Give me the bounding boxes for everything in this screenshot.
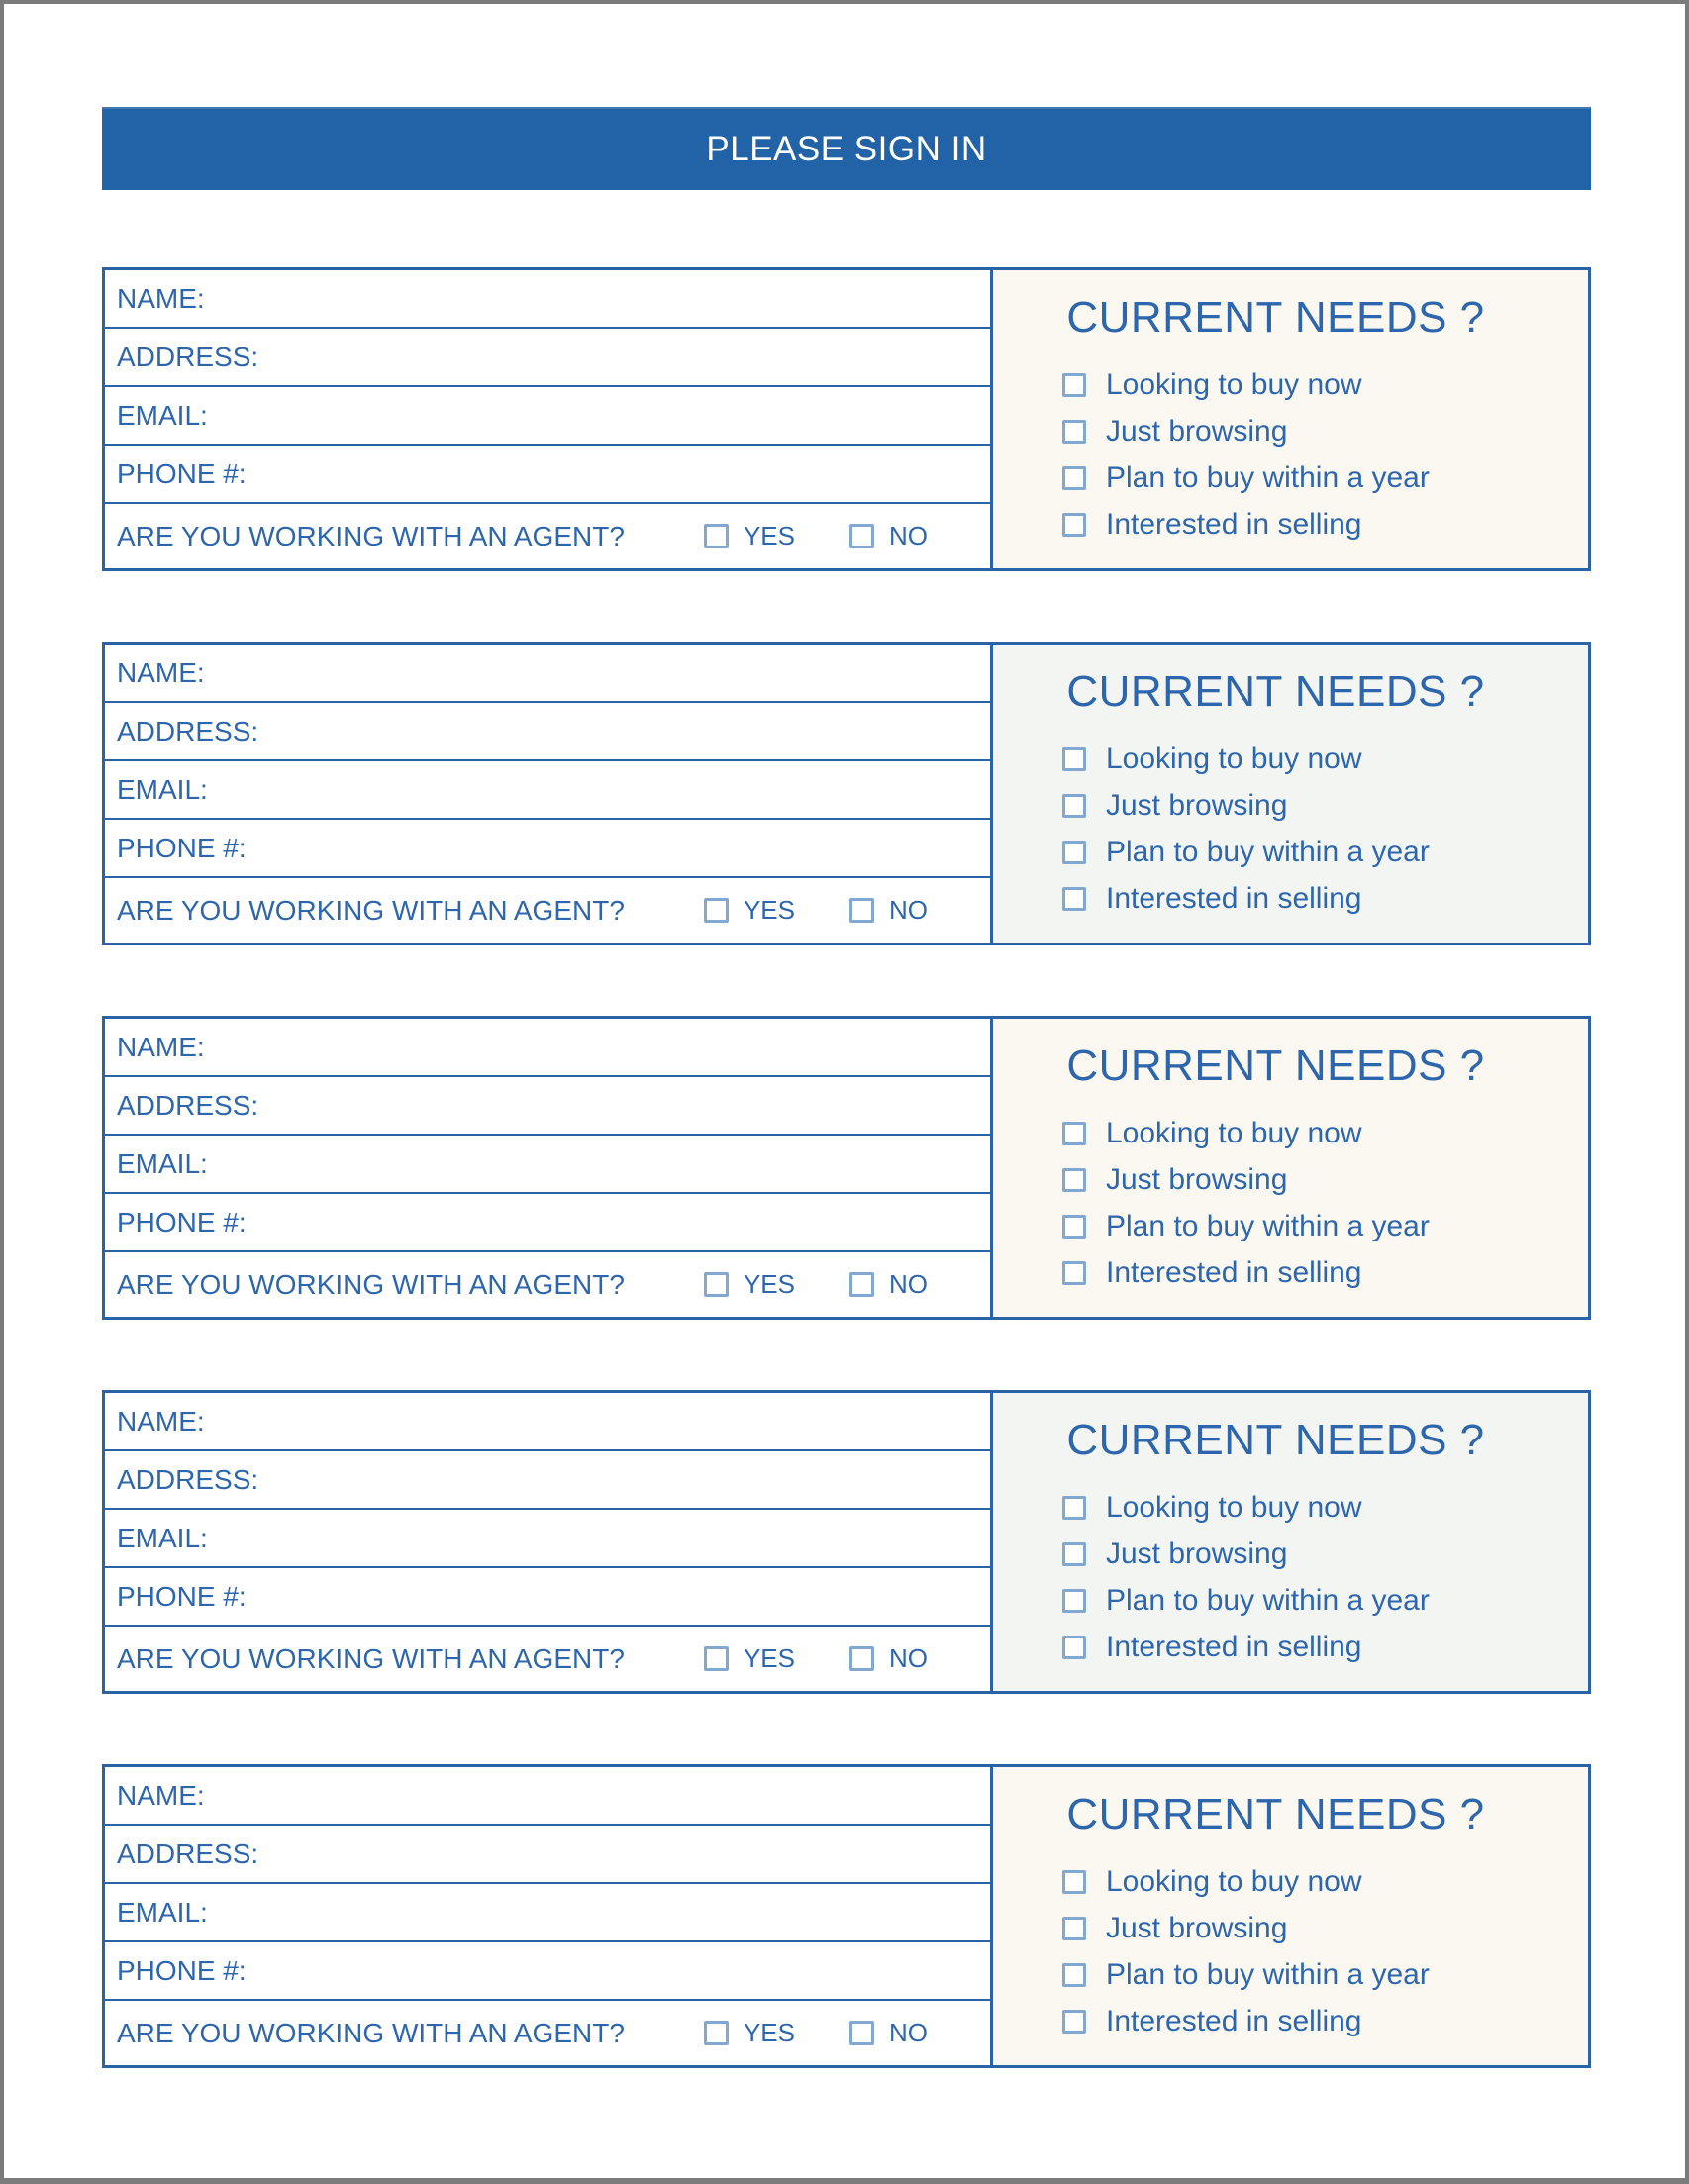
- phone-label: PHONE #:: [117, 1206, 247, 1238]
- buy-within-year-checkbox[interactable]: [1062, 1589, 1086, 1613]
- email-label: EMAIL:: [117, 1522, 208, 1553]
- browsing-checkbox[interactable]: [1062, 794, 1086, 818]
- yes-label: YES: [743, 2018, 795, 2047]
- yes-checkbox[interactable]: [704, 1272, 729, 1297]
- need-item-browsing: [993, 1905, 1588, 1951]
- need-item-selling: [993, 501, 1588, 547]
- buy-within-year-checkbox[interactable]: [1062, 1215, 1086, 1239]
- selling-checkbox[interactable]: [1062, 2010, 1086, 2034]
- no-checkbox[interactable]: [849, 1646, 874, 1671]
- banner-title: PLEASE SIGN IN: [706, 130, 987, 168]
- need-item-buy-now: [993, 1110, 1588, 1156]
- need-item-browsing: [993, 782, 1588, 829]
- agent-yes-choice: [704, 895, 795, 926]
- buy-now-label: Looking to buy now: [1106, 1490, 1362, 1524]
- yes-label: YES: [743, 521, 795, 550]
- visitor-form: [105, 1019, 993, 1317]
- selling-checkbox[interactable]: [1062, 513, 1086, 537]
- agent-question-label: ARE YOU WORKING WITH AN AGENT?: [117, 1642, 625, 1674]
- phone-label: PHONE #:: [117, 457, 247, 489]
- yes-label: YES: [743, 895, 795, 925]
- browsing-label: Just browsing: [1106, 414, 1288, 447]
- need-item-selling: [993, 1998, 1588, 2044]
- need-item-buy-within-year: [993, 1577, 1588, 1624]
- buy-within-year-checkbox[interactable]: [1062, 841, 1086, 864]
- agent-question-label: ARE YOU WORKING WITH AN AGENT?: [117, 1268, 625, 1300]
- address-field-row[interactable]: [105, 329, 990, 387]
- buy-now-checkbox[interactable]: [1062, 373, 1086, 397]
- name-label: NAME:: [117, 282, 205, 314]
- need-item-buy-within-year: [993, 829, 1588, 875]
- browsing-label: Just browsing: [1106, 1537, 1288, 1570]
- address-label: ADDRESS:: [117, 1089, 259, 1121]
- need-item-buy-within-year: [993, 1203, 1588, 1249]
- agent-yes-choice: [704, 521, 795, 551]
- need-item-buy-within-year: [993, 454, 1588, 501]
- need-item-buy-now: [993, 1484, 1588, 1531]
- current-needs-panel: [993, 1019, 1588, 1317]
- name-field-row[interactable]: [105, 1767, 990, 1826]
- phone-field-row[interactable]: [105, 1942, 990, 2001]
- buy-within-year-label: Plan to buy within a year: [1106, 1957, 1430, 1991]
- address-field-row[interactable]: [105, 1451, 990, 1510]
- yes-checkbox[interactable]: [704, 898, 729, 923]
- need-item-selling: [993, 1249, 1588, 1296]
- need-item-selling: [993, 1624, 1588, 1670]
- yes-label: YES: [743, 1269, 795, 1299]
- phone-label: PHONE #:: [117, 1580, 247, 1612]
- selling-label: Interested in selling: [1106, 507, 1362, 541]
- selling-checkbox[interactable]: [1062, 887, 1086, 911]
- browsing-label: Just browsing: [1106, 1911, 1288, 1944]
- agent-no-choice: [849, 1643, 928, 1674]
- need-item-buy-now: [993, 361, 1588, 408]
- sign-in-block: [102, 1764, 1591, 2068]
- browsing-checkbox[interactable]: [1062, 420, 1086, 444]
- current-needs-panel: [993, 270, 1588, 568]
- no-label: NO: [889, 895, 928, 925]
- browsing-checkbox[interactable]: [1062, 1917, 1086, 1940]
- banner: [102, 107, 1591, 190]
- buy-now-label: Looking to buy now: [1106, 1116, 1362, 1149]
- email-field-row[interactable]: [105, 387, 990, 446]
- current-needs-panel: [993, 1767, 1588, 2065]
- selling-label: Interested in selling: [1106, 2004, 1362, 2037]
- buy-within-year-checkbox[interactable]: [1062, 466, 1086, 490]
- buy-now-checkbox[interactable]: [1062, 1122, 1086, 1145]
- selling-label: Interested in selling: [1106, 1630, 1362, 1663]
- no-checkbox[interactable]: [849, 524, 874, 548]
- current-needs-panel: [993, 1393, 1588, 1691]
- yes-checkbox[interactable]: [704, 2021, 729, 2045]
- yes-checkbox[interactable]: [704, 524, 729, 548]
- agent-no-choice: [849, 895, 928, 926]
- address-label: ADDRESS:: [117, 1463, 259, 1495]
- agent-question-row: [105, 878, 990, 943]
- agent-yes-choice: [704, 1643, 795, 1674]
- email-label: EMAIL:: [117, 773, 208, 805]
- email-label: EMAIL:: [117, 1147, 208, 1179]
- current-needs-panel: [993, 645, 1588, 943]
- browsing-label: Just browsing: [1106, 788, 1288, 822]
- phone-label: PHONE #:: [117, 832, 247, 863]
- buy-within-year-label: Plan to buy within a year: [1106, 1583, 1430, 1617]
- selling-label: Interested in selling: [1106, 1255, 1362, 1289]
- agent-yes-choice: [704, 2018, 795, 2048]
- current-needs-title: CURRENT NEEDS ?: [1066, 293, 1485, 342]
- buy-now-label: Looking to buy now: [1106, 742, 1362, 775]
- phone-field-row[interactable]: [105, 820, 990, 878]
- no-checkbox[interactable]: [849, 1272, 874, 1297]
- no-label: NO: [889, 1643, 928, 1673]
- buy-within-year-label: Plan to buy within a year: [1106, 460, 1430, 494]
- buy-now-label: Looking to buy now: [1106, 367, 1362, 401]
- buy-now-label: Looking to buy now: [1106, 1864, 1362, 1898]
- no-label: NO: [889, 2018, 928, 2047]
- address-label: ADDRESS:: [117, 341, 259, 372]
- agent-question-label: ARE YOU WORKING WITH AN AGENT?: [117, 2017, 625, 2048]
- address-label: ADDRESS:: [117, 1837, 259, 1869]
- email-field-row[interactable]: [105, 761, 990, 820]
- phone-label: PHONE #:: [117, 1954, 247, 1986]
- no-checkbox[interactable]: [849, 2021, 874, 2045]
- visitor-form: [105, 645, 993, 943]
- visitor-form: [105, 1767, 993, 2065]
- need-item-buy-now: [993, 1858, 1588, 1905]
- phone-field-row[interactable]: [105, 1568, 990, 1627]
- phone-field-row[interactable]: [105, 446, 990, 504]
- buy-now-checkbox[interactable]: [1062, 747, 1086, 771]
- current-needs-title: CURRENT NEEDS ?: [1066, 667, 1485, 716]
- address-field-row[interactable]: [105, 703, 990, 761]
- buy-within-year-label: Plan to buy within a year: [1106, 835, 1430, 868]
- agent-question-row: [105, 2001, 990, 2065]
- address-field-row[interactable]: [105, 1826, 990, 1884]
- need-item-buy-within-year: [993, 1951, 1588, 1998]
- email-field-row[interactable]: [105, 1510, 990, 1568]
- name-label: NAME:: [117, 1779, 205, 1811]
- need-item-browsing: [993, 1156, 1588, 1203]
- need-item-browsing: [993, 1531, 1588, 1577]
- no-checkbox[interactable]: [849, 898, 874, 923]
- browsing-label: Just browsing: [1106, 1162, 1288, 1196]
- yes-checkbox[interactable]: [704, 1646, 729, 1671]
- selling-checkbox[interactable]: [1062, 1636, 1086, 1659]
- current-needs-title: CURRENT NEEDS ?: [1066, 1042, 1485, 1090]
- need-item-selling: [993, 875, 1588, 922]
- agent-question-row: [105, 1627, 990, 1691]
- browsing-checkbox[interactable]: [1062, 1542, 1086, 1566]
- sign-in-blocks: [102, 267, 1591, 2068]
- sign-in-block: [102, 642, 1591, 945]
- name-label: NAME:: [117, 1405, 205, 1437]
- no-label: NO: [889, 1269, 928, 1299]
- no-label: NO: [889, 521, 928, 550]
- current-needs-title: CURRENT NEEDS ?: [1066, 1790, 1485, 1838]
- agent-yes-choice: [704, 1269, 795, 1300]
- visitor-form: [105, 1393, 993, 1691]
- name-label: NAME:: [117, 656, 205, 688]
- visitor-form: [105, 270, 993, 568]
- buy-within-year-label: Plan to buy within a year: [1106, 1209, 1430, 1242]
- need-item-browsing: [993, 408, 1588, 454]
- agent-question-row: [105, 1252, 990, 1317]
- name-field-row[interactable]: [105, 270, 990, 329]
- sign-in-block: [102, 1016, 1591, 1320]
- name-field-row[interactable]: [105, 1393, 990, 1451]
- email-label: EMAIL:: [117, 1896, 208, 1928]
- email-field-row[interactable]: [105, 1136, 990, 1194]
- sign-in-block: [102, 1390, 1591, 1694]
- agent-no-choice: [849, 521, 928, 551]
- name-field-row[interactable]: [105, 645, 990, 703]
- buy-now-checkbox[interactable]: [1062, 1496, 1086, 1520]
- buy-now-checkbox[interactable]: [1062, 1870, 1086, 1894]
- agent-no-choice: [849, 2018, 928, 2048]
- phone-field-row[interactable]: [105, 1194, 990, 1252]
- browsing-checkbox[interactable]: [1062, 1168, 1086, 1192]
- agent-question-label: ARE YOU WORKING WITH AN AGENT?: [117, 894, 625, 926]
- selling-label: Interested in selling: [1106, 881, 1362, 915]
- email-field-row[interactable]: [105, 1884, 990, 1942]
- need-item-buy-now: [993, 736, 1588, 782]
- address-field-row[interactable]: [105, 1077, 990, 1136]
- name-field-row[interactable]: [105, 1019, 990, 1077]
- current-needs-title: CURRENT NEEDS ?: [1066, 1416, 1485, 1464]
- sign-in-block: [102, 267, 1591, 571]
- agent-no-choice: [849, 1269, 928, 1300]
- name-label: NAME:: [117, 1031, 205, 1062]
- agent-question-label: ARE YOU WORKING WITH AN AGENT?: [117, 520, 625, 551]
- buy-within-year-checkbox[interactable]: [1062, 1963, 1086, 1987]
- selling-checkbox[interactable]: [1062, 1261, 1086, 1285]
- yes-label: YES: [743, 1643, 795, 1673]
- agent-question-row: [105, 504, 990, 568]
- address-label: ADDRESS:: [117, 715, 259, 746]
- email-label: EMAIL:: [117, 399, 208, 431]
